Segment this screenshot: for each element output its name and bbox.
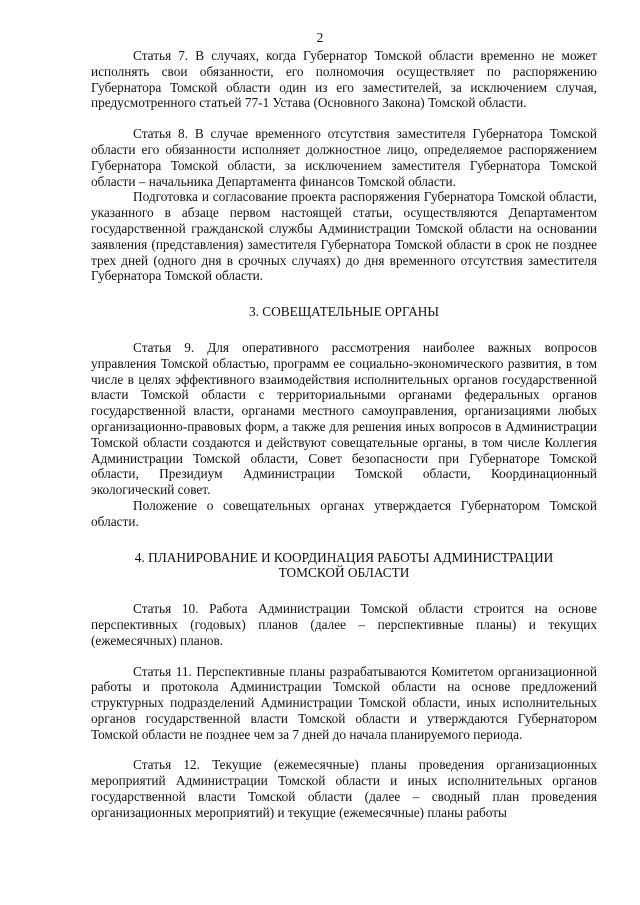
page-number: 2 [316,30,324,45]
article-9-paragraph: Статья 9. Для оперативного рассмотрения наиболее важных вопросов управления Томской областью, программ ее социально-экономического развития, в том числе в целях эффективного взаимодействия исполнительных органов государственной власти Томской области с территориальными органами федеральных органов государственной власти, органами местного самоуправления, организациями любых организационно-правовых форм, а также для решения иных вопросов в Администрации Томской области создаются и действуют совещательные органы, в том числе Коллегия Администрации Томской области, Совет безопасности при Губернаторе Томской области, Президиум Администрации Томской области, Координационный экологический совет. [91,339,597,498]
document-body [91,48,597,821]
article-12-paragraph: Статья 12. Текущие (ежемесячные) планы проведения организационных мероприятий Администрации Томской области и иных исполнительных органов государственной власти Томской области (далее – сводный план проведения организационных мероприятий) и текущие (ежемесячные) планы работы [91,757,597,820]
section-4-heading-line-1: 4. ПЛАНИРОВАНИЕ И КООРДИНАЦИЯ РАБОТЫ АДМИНИСТРАЦИИ [134,549,554,565]
article-10-paragraph: Статья 10. Работа Администрации Томской области строится на основе перспективных (годовых) планов (далее – перспективные планы) и текущих (ежемесячных) планов. [91,601,597,648]
section-4-heading-line-2: ТОМСКОЙ ОБЛАСТИ [278,565,410,581]
section-3-heading: 3. СОВЕЩАТЕЛЬНЫЕ ОРГАНЫ [248,304,439,320]
advisory-bodies-paragraph: Положение о совещательных органах утверждается Губернатором Томской области. [91,497,597,529]
article-8-paragraph: Статья 8. В случае временного отсутствия заместителя Губернатора Томской области его обязанности исполняет должностное лицо, определяемое распоряжением Губернатора Томской области, за исключением заместителя Губернатора Томской области – начальника Департамента финансов Томской области. [91,126,597,189]
article-8-second-paragraph: Подготовка и согласование проекта распоряжения Губернатора Томской области, указанного в абзаце первом настоящей статьи, осуществляются Департаментом государственной гражданской службы Администрации Томской области на основании заявления (представления) заместителя Губернатора Томской области в срок не позднее трех дней (одного дня в срочных случаях) до дня временного отсутствия заместителя Губернатора Томской области. [91,189,597,284]
article-7-paragraph: Статья 7. В случаях, когда Губернатор Томской области временно не может исполнять свои обязанности, его полномочия осуществляет по распоряжению Губернатора Томской области один из его заместителей, за исключением случая, предусмотренного статьей 77-1 Устава (Основного Закона) Томской области. [91,48,597,111]
article-11-paragraph: Статья 11. Перспективные планы разрабатываются Комитетом организационной работы и протокола Администрации Томской области на основе предложений структурных подразделений Администрации Томской области, иных исполнительных органов государственной власти Томской области и утверждаются Губернатором Томской области не позднее чем за 7 дней до начала планируемого периода. [91,663,597,742]
